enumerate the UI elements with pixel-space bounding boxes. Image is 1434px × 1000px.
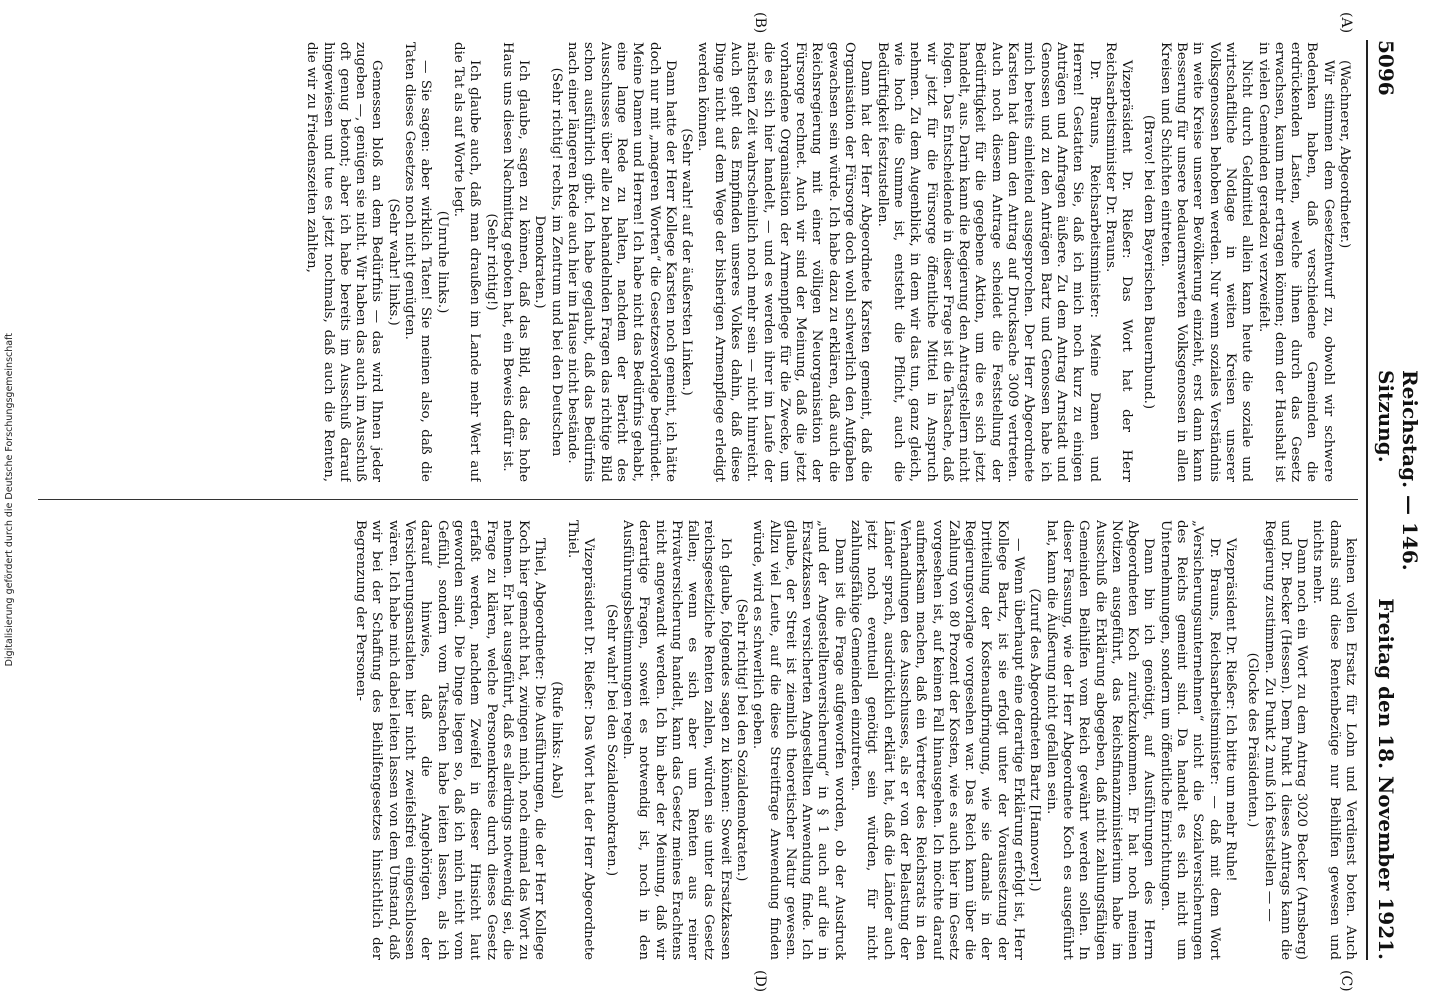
interjection: (Bravo! bei dem Bayerischen Bauernbund.) (1141, 114, 1157, 410)
digitization-credit (2, 4, 16, 996)
page-header (1374, 40, 1422, 960)
page-title: Reichstag. — 146. Sitzung. (1374, 370, 1422, 571)
paragraph: Nicht durch Geldmittel allein kann heute die soziale und wirtschaftliche Notlage in weiten Kreisen unserer Volksgenossen behoben werden. Nur wenn soziales Verständnis in weite Kreise unserer Bevölkerung einzieht, erst dann kann Besserung für unsere bedauernswerten Volksgenossen in allen Kreisen und Schichten eintreten. (1157, 42, 1255, 482)
margin-marker-b: (B) (752, 12, 768, 34)
interjection: (Glocke des Präsidenten.) (1245, 652, 1261, 828)
paragraph: Dr. Brauns, Reichsarbeitsminister: — daß mit dem Wort „Versicherungsunternehmen“ nicht die Sozialversicherungen des Reichs gemeint sind. Da handelt es sich nicht um Unternehmungen, sondern um öffentliche Einrichtungen. (1157, 520, 1222, 960)
page-number: 5096 (1374, 40, 1398, 96)
paragraph: — Wenn überhaupt eine derartige Erklärung erfolgt ist, Herr Kollege Bartz, ist sie erfolgt unter der Voraussetzung der Dritteilung der Kostenaufbringung, wie sie damals in der Regierungsvorlage vorgesehen war. Das Reich kann über die Zahlung von 80 Prozent der Kosten, wie es auch hier im Gesetz vorgesehen ist, auf keinen Fall hinausgehen. Ich möchte darauf aufmerksam machen, daß ein Vertreter des Reichsrats in den Verhandlungen des Ausschusses, als er von der Belastung der Länder sprach, ausdrücklich erklärt hat, daß die Länder auch jetzt noch eventuell genötigt sein würden, für nicht zahlungsfähige Gemeinden einzutreten. (848, 520, 1027, 960)
margin-marker-c: (C) (1338, 970, 1354, 992)
paragraph: Dr. Brauns, Reichsarbeitsminister: Meine Damen und Herren! Gestatten Sie, daß ich mich noch kurz zu einigen Anträgen und Anfragen äußere. Zu dem Antrag Arnstadt und Genossen und zu den Anträgen Bartz und Genossen habe ich mich bereits einleitend ausgesprochen. Der Herr Abgeordnete Karsten hat dann den Antrag auf Drucksache 3009 vertreten. Auch noch diesem Antrage scheidet die Feststellung der Bedürftigkeit für die gegebene Aktion, um die es sich jetzt handelt, aus. Darin kann die Regierung den Antragstellern nicht folgen. Das Entscheidende in dieser Frage ist die Tatsache, daß wir jetzt für die Fürsorge öffentliche Mittel in Anspruch nehmen. Zu dem Augenblick, in dem wir das tun, ganz gleich, wie hoch die Summe ist, entsteht die Pflicht, auch die Bedürftigkeit festzustellen. (874, 42, 1102, 482)
paragraph: Dann bin ich genötigt, auf Ausführungen des Herrn Abgeordneten Koch zurückzukommen. Er hat noch meinen Notizen ausgeführt, das Reichsfinanzministerium habe im Ausschuß die Erklärung abgegeben, daß nicht zahlungsfähigen Gemeinden Beihilfen vom Reich gewährt werden sollen. In dieser Fassung, wie der Herr Abgeordnete Koch es ausgeführt hat, kann die Äußerung nicht gefallen sein. (1043, 520, 1157, 960)
header-rule (1366, 40, 1368, 960)
speaker-line: Vizepräsident Dr. Rießer: Ich bitte um mehr Ruhe! (1222, 538, 1238, 882)
interjection: (Sehr richtig!) (483, 213, 499, 311)
paragraph: Ich glaube, folgendes sagen zu können: Soweit Ersatzkassen reichsgesetzliche Renten zahlen, würden sie unter das Gesetz fallen; wenn es sich aber um Renten aus reiner Privatversicherung handelt, kann das Gesetz meines Erachtens nicht angewandt werden. Ich bin aber der Meinung, daß wir derartige Fragen, soweit es notwendig ist, noch in den Ausführungsbestimmungen regeln. (619, 520, 733, 960)
paragraph: Dann ist die Frage aufgeworfen worden, ob der Ausdruck „und der Angestelltenversicherung“ in § 1 auch auf die in Ersatzkassen versicherten Angestellten Anwendung finde. Ich glaube, der Streit ist ziemlich theoretischer Natur gewesen. Allzu viel Leute, auf die diese Streitfrage Anwendung finden würde, wird es schwerlich geben. (750, 520, 847, 960)
interjection: (Unruhe links.) (434, 210, 450, 314)
paragraph: — Sie sagen: aber wirklich Taten! Sie meinen also, daß die Taten dieses Gesetzes noch nicht genügten. (402, 42, 434, 482)
margin-marker-a: (A) (1338, 12, 1354, 34)
interjection: (Sehr wahr! bei den Sozialdemokraten.) (603, 603, 619, 877)
paragraph: Thiel, Abgeordneter: Die Ausführungen, die der Herr Kollege Koch hier gemacht hat, zwingen mich, noch einmal das Wort zu nehmen. Er hat ausgeführt, daß es allerdings notwendig sei, die Frage zu klären, welche Personenkreise durch dieses Gesetz erfaßt werden, nachdem Zweifel in dieser Hinsicht laut geworden sind. Die Dinge liegen so, daß ich mich nicht vom Gefühl, sondern vom Tatsachen habe leiten lassen, als ich darauf hinwies, daß die Angehörigen der Versicherungsanstalten hier nicht zweifelsfrei eingeschlossen wären. Ich habe mich dabei leiten lassen von dem Umstand, daß wir bei der Schaffung des Beihilfengesetzes hinsichtlich der Begrenzung der Personen- (353, 520, 548, 960)
interjection: (Zuruf des Abgeordneten Bartz [Hannover].) (1027, 588, 1043, 892)
credit-text: Digitalisierung gefördert durch die Deutsche Forschungsgemeinschaft (3, 333, 15, 667)
interjection: (Sehr richtig! bei den Sozialdemokraten.) (734, 598, 750, 882)
paragraph: Dann hatte der Herr Kollege Karsten noch gemeint, ich hätte doch nur mit „mageren Worten“ die Gesetzesvorlage begründet. Meine Damen und Herren! Ich habe nicht das Bedürfnis gehabt, eine lange Rede zu halten, nachdem der Bericht des Ausschusses über alle zu behandelnden Fragen das richtige Bild schon ausführlich gibt. Ich habe geglaubt, daß das Bedürfnis nach einer längeren Rede auch hier im Hause nicht bestände. (565, 42, 678, 482)
paragraph: Dann hat der Herr Abgeordnete Karsten gemeint, daß die Organisation der Fürsorge doch wohl schwerlich den Aufgaben gewachsen sein würde. Ich habe dazu zu erklären, daß auch die Reichsregierung mit einer völligen Neuorganisation der Fürsorge rechnet. Auch wir sind der Meinung, daß die jetzt vorhandene Organisation der Armenpflege für die Zwecke, um die es sich hier handelt, — und es werden ihrer im Laufe der nächsten Zeit wahrscheinlich noch mehr sein — nicht hinreicht. Auch geht das Empfinden unseres Volkes dahin, daß diese Dinge nicht auf dem Wege der bisherigen Armenpflege erledigt werden können. (695, 42, 874, 482)
right-text-column (48, 520, 1358, 960)
interjection: (Sehr richtig! rechts, im Zentrum und bei den Deutschen Demokraten.) (532, 67, 564, 457)
interjection: (Sehr wahr! auf der äußersten Linken.) (679, 128, 695, 396)
column-divider (38, 499, 1358, 500)
paragraph: keinen vollen Ersatz für Lohn und Verdienst boten. Auch damals sind diese Rentenbezüge nur Beihilfen gewesen und nichts mehr. (1310, 520, 1358, 960)
session-date: Freitag den 18. November 1921. (1374, 598, 1398, 960)
paragraph: Dann noch ein Wort zu dem Antrag 3020 Becker (Arnsberg) und Dr. Becker (Hessen). Dem Punkt 1 dieses Antrags kann die Regierung zustimmen. Zu Punkt 2 muß ich feststellen — — (1261, 520, 1310, 960)
speaker-line: (Wachnerer, Abgeordneter.) (1337, 60, 1352, 249)
scanned-page (18, 0, 1422, 1000)
paragraph: Ich glaube, sagen zu können, daß das Bild, das das hohe Haus uns diesen Nachmittag geboten hat, ein Beweis dafür ist. (499, 42, 532, 482)
speaker-line: Vizepräsident Dr. Rießer: Das Wort hat der Herr Reichsarbeitsminister Dr. Brauns. (1102, 42, 1135, 482)
margin-marker-d: (D) (752, 970, 768, 993)
paragraph: Gemessen bloß an dem Bedürfnis — das wird Ihnen jeder zugeben —, genügen sie nicht. Wir haben das auch im Ausschuß oft genug betont; aber ich habe bereits im Ausschuß darauf hingewiesen und tue es jetzt nochmals, daß auch die Renten, die wir zu Friedenszeiten zahlten, (304, 42, 385, 482)
paragraph: Ich glaube auch, daß man draußen im Lande mehr Wert auf die Tat als auf Worte legt. (450, 42, 483, 482)
left-text-column (48, 42, 1358, 482)
paragraph: Wir stimmen dem Gesetzentwurf zu, obwohl wir schwere Bedenken haben, daß verschiedene Gemeinden die erdrückenden Lasten, welche ihnen durch das Gesetz erwachsen, kaum mehr ertragen können; denn der Haushalt ist in vielen Gemeinden geradezu verzweifelt. (1255, 42, 1336, 482)
speaker-line: Vizepräsident Dr. Rießer: Das Wort hat der Herr Abgeordnete Thiel. (565, 520, 597, 960)
interjection: (Sehr wahr! links.) (385, 198, 401, 326)
interjection: (Rufe links: Abal) (548, 681, 564, 799)
